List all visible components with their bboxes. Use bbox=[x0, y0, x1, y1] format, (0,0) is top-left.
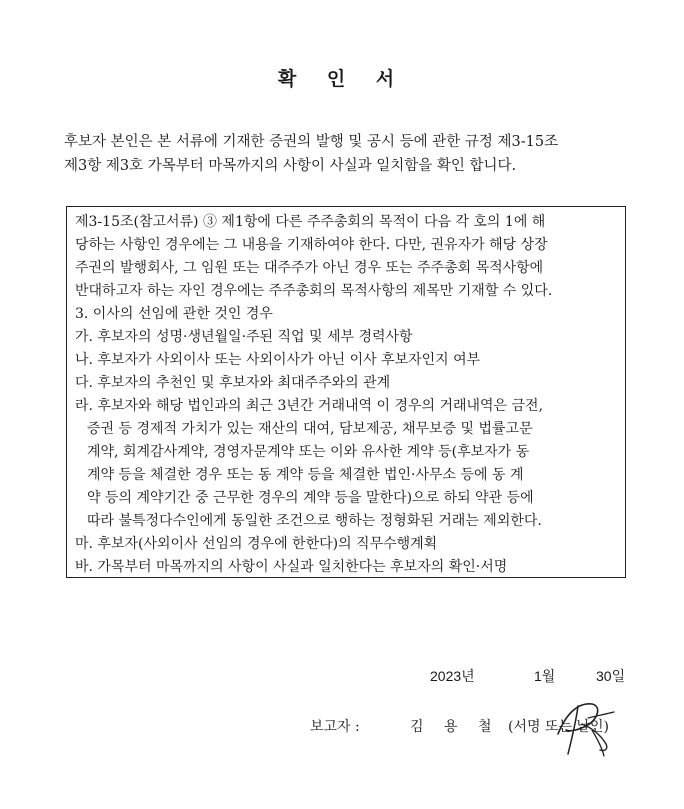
reference-line: 마. 후보자(사외이사 선임의 경우에 한한다)의 직무수행계획 bbox=[75, 536, 438, 552]
reference-line: 계약 등을 체결한 경우 또는 동 계약 등을 체결한 법인·사무소 등에 동 계 bbox=[87, 467, 524, 483]
reference-line: 3. 이사의 선임에 관한 것인 경우 bbox=[75, 306, 273, 322]
reference-line: 증권 등 경제적 가치가 있는 재산의 대여, 담보제공, 채무보증 및 법률고문 bbox=[87, 421, 533, 437]
reference-line: 계약, 회계감사계약, 경영자문계약 또는 이와 유사한 계약 등(후보자가 동 bbox=[87, 444, 530, 460]
reference-line: 제3-15조(참고서류) ③ 제1항에 다른 주주총회의 목적이 다음 각 호의 1에 해 bbox=[75, 214, 546, 230]
reference-line: 약 등의 계약기간 중 근무한 경우의 계약 등을 말한다)으로 하되 약관 등에 bbox=[87, 490, 534, 506]
date-year: 2023년 bbox=[430, 668, 475, 684]
reference-line: 바. 가목부터 마목까지의 사항이 사실과 일치한다는 후보자의 확인·서명 bbox=[75, 559, 508, 575]
intro-line: 제3항 제3호 가목부터 마목까지의 사항이 사실과 일치함을 확인 합니다. bbox=[64, 158, 517, 174]
intro-paragraph bbox=[64, 130, 634, 178]
reference-line: 가. 후보자의 성명·생년월일·주된 직업 및 세부 경력사항 bbox=[75, 329, 413, 345]
date-month: 1월 bbox=[534, 668, 556, 684]
reference-line: 반대하고자 하는 자인 경우에는 주주총회의 목적사항의 제목만 기재할 수 있다. bbox=[75, 283, 553, 299]
reference-line: 주권의 발행회사, 그 임원 또는 대주주가 아닌 경우 또는 주주총회 목적사항에 bbox=[75, 260, 544, 276]
intro-line: 후보자 본인은 본 서류에 기재한 증권의 발행 및 공시 등에 관한 규정 제3-15조 bbox=[64, 134, 559, 150]
document-title: 확 인 서 bbox=[277, 68, 407, 90]
reference-line: 따라 불특정다수인에게 동일한 조건으로 행하는 정형화된 거래는 제외한다. bbox=[87, 513, 542, 529]
reporter-name: 김 용 철 bbox=[410, 719, 500, 735]
reporter-label: 보고자 : bbox=[310, 719, 360, 735]
sign-note: (서명 또는 날인) bbox=[508, 719, 609, 735]
date-day: 30일 bbox=[596, 668, 626, 684]
reference-line: 나. 후보자가 사외이사 또는 사외이사가 아닌 이사 후보자인지 여부 bbox=[75, 352, 481, 368]
reference-box bbox=[66, 206, 626, 578]
reference-line: 라. 후보자와 해당 법인과의 최근 3년간 거래내역 이 경우의 거래내역은 금전, bbox=[75, 398, 544, 414]
reference-line: 다. 후보자의 추천인 및 후보자와 최대주주와의 관계 bbox=[75, 375, 391, 391]
reference-line: 당하는 사항인 경우에는 그 내용을 기재하여야 한다. 다만, 권유자가 해당 상장 bbox=[75, 237, 548, 253]
handwritten-signature bbox=[548, 694, 618, 758]
